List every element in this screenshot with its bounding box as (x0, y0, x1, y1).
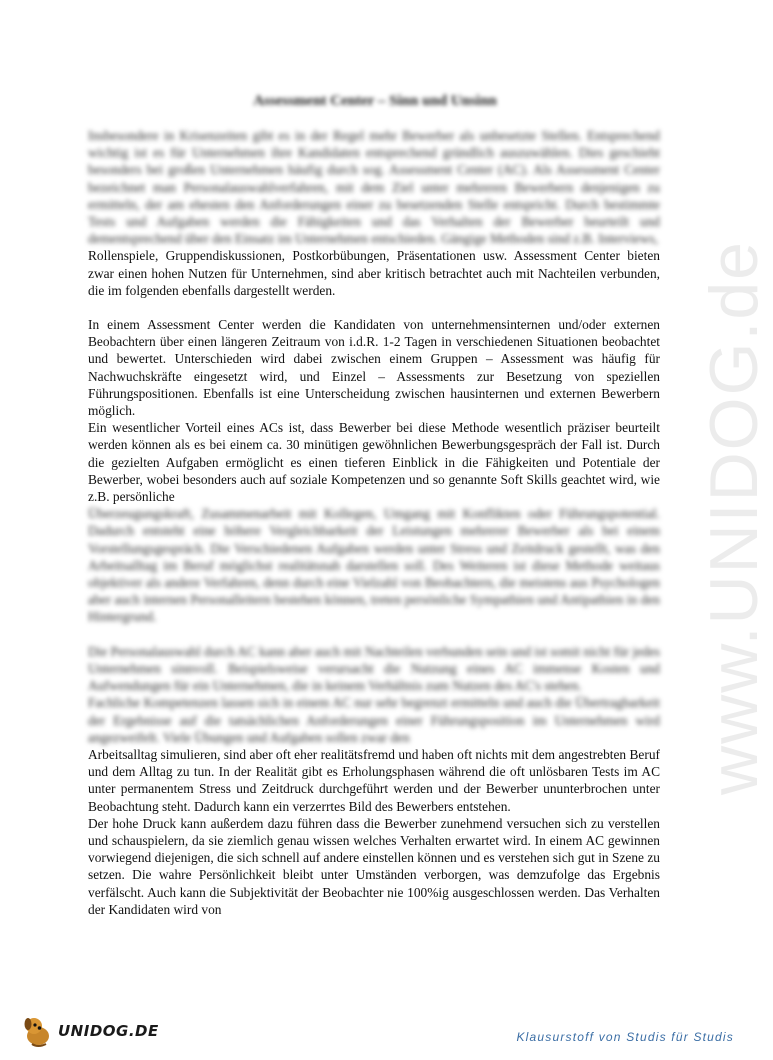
footer-tagline: Klausurstoff von Studis für Studis (516, 1030, 734, 1044)
paragraph: Rollenspiele, Gruppendiskussionen, Postkorbübungen, Präsentationen usw. Assessment Center bieten zwar einen hohen Nutzen für Unternehmen, sind aber kritisch betrachtet auch mit Nachteilen verbunden, die im folgenden ebenfalls dargestellt werden. (88, 248, 660, 298)
dog-mascot-icon (20, 1014, 54, 1048)
document-page: www.UNIDOG.de Assessment Center – Sinn und Unsinn Insbesondere in Krisenzeiten gibt es in der Regel mehr Bewerber als unbesetzte Stellen. Entsprechend wichtig ist es für Unternehmen ihre Kandidaten entsprechend gründlich auszuwählen. Dies geschieht besonders bei großen Unternehmen häufig durch sog. Assessment Center (AC). Als Assessment Center bezeichnet man Personalauswahlverfahren, mit dem Ziel unter mehreren Bewerbern denjenigen zu ermitteln, der am ehesten den Anforderungen einer zu besetzenden Stelle entspricht. Durch bestimmte Tests und Aufgaben werden die Fähigkeiten und das Verhalten der Bewerber beurteilt und dementsprechend über den Einsatz im Unternehmen entschieden. Gängige Methoden sind z.B. Interviews, Rollenspiele, Gruppendiskussionen, Postkorbübungen, Präsentationen usw. Assessment Center bieten zwar einen hohen Nutzen für Unternehmen, sind aber kritisch betrachtet auch mit Nachteilen verbunden, die im folgenden ebenfalls dargestellt werden. In einem Assessment Center werden die Kandidaten von unternehmensinternen und/oder externen Beobachtern über einen längeren Zeitraum von i.d.R. 1-2 Tagen in verschiedenen Situationen beobachtet und bewertet. Unterschieden wird dabei zwischen einem Gruppen – Assessment was häufig für Nachwuchskräfte eingesetzt wird, und Einzel – Assessments zur Besetzung von speziellen Führungspositionen. Ebenfalls ist eine Unterscheidung zwischen hausinternen und externen Bewerbern möglich. Ein wesentlicher Vorteil eines ACs ist, dass Bewerber bei diese Methode wesentlich präziser beurteilt werden können als es bei einem ca. 30 minütigen gewöhnlichen Bewerbungsgespräch der Fall ist. Durch die gezielten Aufgaben ermöglicht es einen tieferen Einblick in die Fähigkeiten und Potentiale der Bewerber, wobei besonders auch auf soziale Kompetenzen und so genannte Soft Skills geachtet wird, wie z.B. persönliche Überzeugungskraft, Zusammenarbeit mit Kollegen, Umgang mit Konflikten oder Führungspotential. Dadurch entsteht eine höhere Vergleichbarkeit der Leistungen mehrerer Bewerber als bei einem Vorstellungsgespräch. Die Verschiedenen Aufgaben werden unter Stress und Zeitdruck gestellt, was den Arbeitsalltag im Beruf möglichst realitätsnah darstellen soll. Des Weiteren ist diese Methode weitaus objektiver als andere Verfahren, denn durch eine Vielzahl von Beobachtern, die meistens aus Psychologen aber auch internen Personalleitern bestehen können, treten persönliche Sympathien und Antipathien in den Hintergrund. Die Personalauswahl durch AC kann aber auch mit Nachteilen verbunden sein und ist somit nicht für jedes Unternehmen sinnvoll. Beispielsweise verursacht die Nutzung eines AC immense Kosten und Aufwendungen für ein Unternehmen, die in keinem Verhältnis zum Nutzen des AC's stehen. Fachliche Kompetenzen lassen sich in einem AC nur sehr begrenzt ermitteln und auch die Übertragbarkeit der Ergebnisse auf die tatsächlichen Anforderungen einer Führungsposition im Unternehmen wird angezweifelt. Viele Übungen und Aufgaben sollen zwar den Arbeitsalltag simulieren, sind aber oft eher realitätsfremd und haben oft nichts mit dem angestrebten Beruf und dem Alltag zu tun. In der Realität gibt es Erholungsphasen während die oft unlösbaren Tests im AC unter permanentem Stress und Zeitdruck durchgeführt werden und der Bewerber ununterbrochen unter Beobachtung steht. Dadurch kann ein verzerrtes Bild des Bewerbers entstehen. Der hohe Druck kann außerdem dazu führen dass die Bewerber zunehmend versuchen sich zu verstellen und schauspielern, da sie ziemlich genau wissen welches Verhalten erwartet wird. In einem AC gewinnen vorwiegend diejenigen, die sich schnell auf andere einstellen können und es verstehen sich gut in Szene zu setzen. Die wahre Persönlichkeit bleibt unter Umständen verborgen, was demzufolge das Ergebnis verfälscht. Auch kann die Subjektivität der Beobachter nie 100%ig ausgeschlossen werden. Das Verhalten der Kandidaten wird von UNIDOG.DE Klausurstoff von Studis für Studis (0, 0, 750, 1060)
blurred-paragraph: Die Personalauswahl durch AC kann aber auch mit Nachteilen verbunden sein und ist somit nicht für jedes Unternehmen sinnvoll. Beispielsweise verursacht die Nutzung eines AC immense Kosten und Aufwendungen für ein Unternehmen, die in keinem Verhältnis zum Nutzen des AC's stehen. (88, 643, 660, 694)
paragraph-gap (88, 299, 660, 316)
paragraph: Arbeitsalltag simulieren, sind aber oft eher realitätsfremd und haben oft nichts mit dem angestrebten Beruf und dem Alltag zu tun. In der Realität gibt es Erholungsphasen während die oft unlösbaren Tests im AC unter permanentem Stress und Zeitdruck durchgeführt werden und der Bewerber ununterbrochen unter Beobachtung steht. Dadurch kann ein verzerrtes Bild des Bewerbers entstehen. (88, 746, 660, 814)
footer-logo (20, 1014, 159, 1048)
document-title: Assessment Center – Sinn und Unsinn (253, 93, 497, 109)
paragraph: Ein wesentlicher Vorteil eines ACs ist, dass Bewerber bei diese Methode wesentlich präziser beurteilt werden können als es bei einem ca. 30 minütigen gewöhnlichen Bewerbungsgespräch der Fall ist. Durch die gezielten Aufgaben ermöglicht es einen tieferen Einblick in die Fähigkeiten und Potentiale der Bewerber, wobei besonders auch auf soziale Kompetenzen und so genannte Soft Skills geachtet wird, wie z.B. persönliche (88, 420, 660, 505)
paragraph: Der hohe Druck kann außerdem dazu führen dass die Bewerber zunehmend versuchen sich zu verstellen und schauspielern, da sie ziemlich genau wissen welches Verhalten erwartet wird. In einem AC gewinnen vorwiegend diejenigen, die sich schnell auf andere einstellen können und es verstehen sich gut in Szene zu setzen. Die wahre Persönlichkeit bleibt unter Umständen verborgen, was demzufolge das Ergebnis verfälscht. Auch kann die Subjektivität der Beobachter nie 100%ig ausgeschlossen werden. Das Verhalten der Kandidaten wird von (88, 815, 660, 917)
blurred-paragraph: Überzeugungskraft, Zusammenarbeit mit Kollegen, Umgang mit Konflikten oder Führungspotential. Dadurch entsteht eine höhere Vergleichbarkeit der Leistungen mehrerer Bewerber als bei einem Vorstellungsgespräch. Die Verschiedenen Aufgaben werden unter Stress und Zeitdruck gestellt, was den Arbeitsalltag im Beruf möglichst realitätsnah darstellen soll. Des Weiteren ist diese Methode weitaus objektiver als andere Verfahren, denn durch eine Vielzahl von Beobachtern, die meistens aus Psychologen aber auch internen Personalleitern bestehen können, treten persönliche Sympathien und Antipathien in den Hintergrund. (88, 506, 660, 625)
document-body (88, 127, 660, 918)
paragraph-gap (88, 626, 660, 643)
footer-logo-text: UNIDOG.DE (58, 1022, 159, 1040)
blurred-paragraph: Fachliche Kompetenzen lassen sich in einem AC nur sehr begrenzt ermitteln und auch die Übertragbarkeit der Ergebnisse auf die tatsächlichen Anforderungen einer Führungsposition im Unternehmen wird angezweifelt. Viele Übungen und Aufgaben sollen zwar den (88, 695, 660, 745)
paragraph: In einem Assessment Center werden die Kandidaten von unternehmensinternen und/oder externen Beobachtern über einen längeren Zeitraum von i.d.R. 1-2 Tagen in verschiedenen Situationen beobachtet und bewertet. Unterschieden wird dabei zwischen einem Gruppen – Assessment was häufig für Nachwuchskräfte eingesetzt wird, und Einzel – Assessments zur Besetzung von speziellen Führungspositionen. Ebenfalls ist eine Unterscheidung zwischen hausinternen und externen Bewerbern möglich. (88, 317, 660, 419)
blurred-paragraph: Insbesondere in Krisenzeiten gibt es in der Regel mehr Bewerber als unbesetzte Stellen. Entsprechend wichtig ist es für Unternehmen ihre Kandidaten entsprechend gründlich auszuwählen. Dies geschieht besonders bei großen Unternehmen häufig durch sog. Assessment Center (AC). Als Assessment Center bezeichnet man Personalauswahlverfahren, mit dem Ziel unter mehreren Bewerbern denjenigen zu ermitteln, der am ehesten den Anforderungen einer zu besetzenden Stelle entspricht. Durch bestimmte Tests und Aufgaben werden die Fähigkeiten und das Verhalten der Bewerber beurteilt und dementsprechend über den Einsatz im Unternehmen entschieden. Gängige Methoden sind z.B. Interviews, (88, 128, 660, 247)
